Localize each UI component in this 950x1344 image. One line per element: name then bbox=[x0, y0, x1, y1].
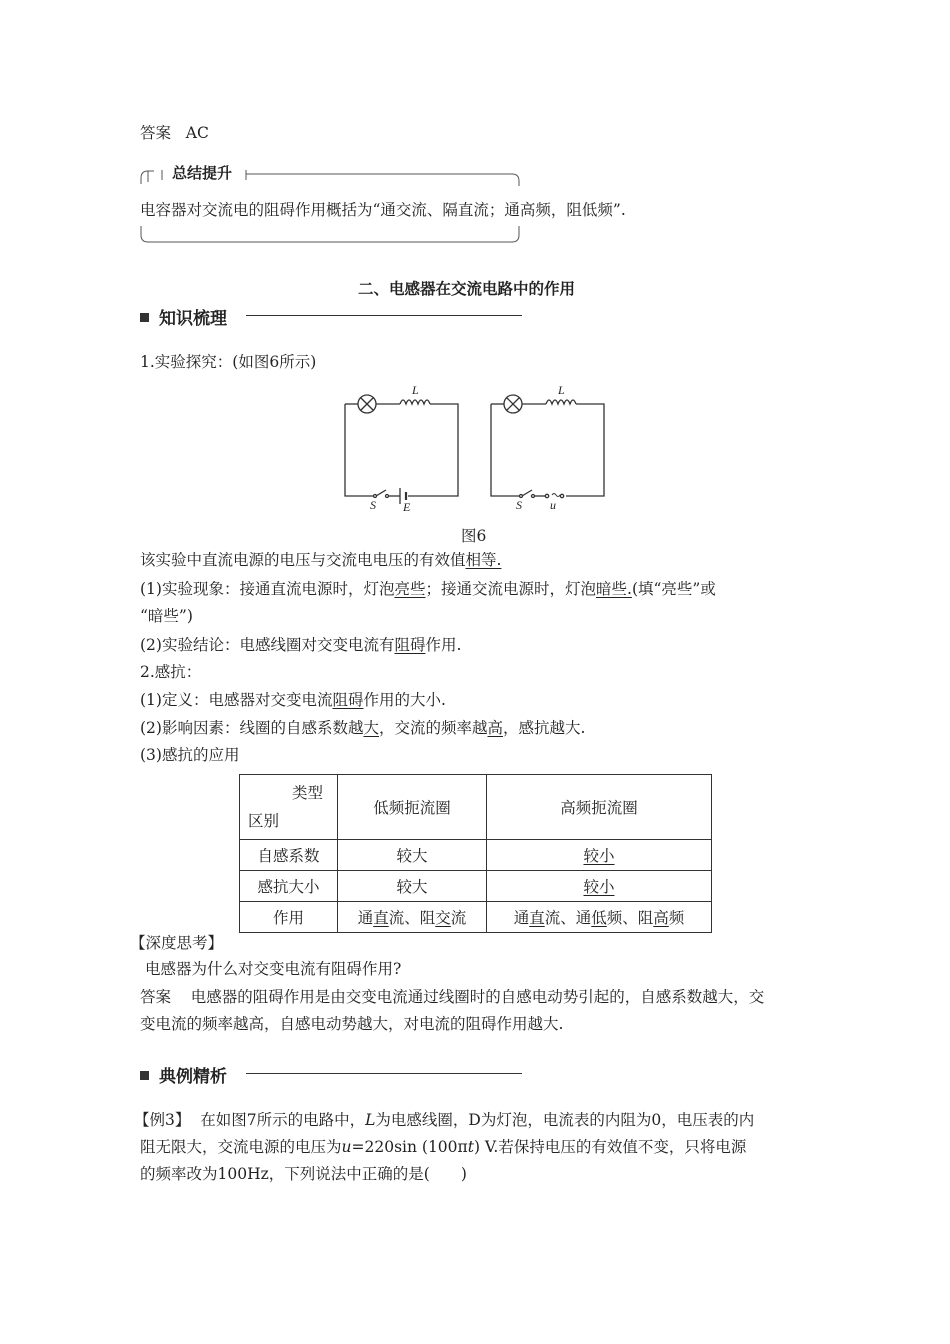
conclusion-text-1: (2)实验结论：电感线圈对交变电流有 bbox=[140, 636, 395, 654]
phenomenon-text-2: ；接通交流电源时，灯泡 bbox=[425, 580, 596, 598]
experiment-line-answer: 相等. bbox=[465, 551, 502, 569]
summary-box bbox=[140, 164, 626, 242]
inductor-table bbox=[239, 774, 712, 933]
table-header-col2: 高频扼流圈 bbox=[487, 775, 712, 840]
phenomenon-answer-1: 亮些 bbox=[394, 580, 426, 598]
deep-thinking-question: 电感器为什么对交变电流有阻碍作用? bbox=[145, 960, 402, 978]
factor-answer-1: 大 bbox=[363, 719, 379, 737]
table-text: 流、阻 bbox=[388, 909, 436, 927]
table-cell-answer: 较小 bbox=[583, 878, 615, 896]
right-inductor-label: L bbox=[558, 383, 565, 397]
deep-answer-text-1: 电感器的阻碍作用是由交变电流通过线圈时的自感电动势引起的，自感系数越大，交 bbox=[190, 988, 765, 1006]
phenomenon-answer-2: 暗些. bbox=[596, 580, 632, 598]
table-cell-answer: 直 bbox=[373, 909, 389, 927]
answer-label: 答案 bbox=[140, 124, 172, 142]
square-bullet-icon bbox=[140, 313, 149, 322]
definition-text-2: 作用的大小. bbox=[363, 691, 446, 709]
right-switch-label: S bbox=[516, 498, 522, 512]
factor-text-1: (2)影响因素：线圈的自感系数越 bbox=[140, 719, 364, 737]
example-line1 bbox=[134, 1110, 754, 1130]
definition-line bbox=[140, 690, 446, 710]
example-text: =220sin (100π bbox=[351, 1138, 468, 1156]
deep-thinking-answer-line2: 变电流的频率越高，自感电动势越大，对电流的阻碍作用越大. bbox=[140, 1015, 564, 1033]
application-line: (3)感抗的应用 bbox=[140, 746, 240, 764]
figure-caption: 图6 bbox=[461, 527, 487, 545]
knowledge-header bbox=[140, 304, 227, 329]
example-header-label: 典例精析 bbox=[159, 1067, 227, 1087]
section-title: 二、电感器在交流电路中的作用 bbox=[358, 280, 576, 298]
table-text: 频 bbox=[668, 909, 685, 927]
table-text: 通 bbox=[513, 909, 530, 927]
factor-text-2: ，交流的频率越 bbox=[378, 719, 488, 737]
example-text: 阻无限大，交流电源的电压为 bbox=[140, 1138, 342, 1156]
table-cell bbox=[487, 902, 712, 933]
table-text: 通 bbox=[357, 909, 374, 927]
definition-text-1: (1)定义：电感器对交变电流 bbox=[140, 691, 333, 709]
table-cell bbox=[487, 871, 712, 902]
right-source-label: u bbox=[550, 498, 556, 512]
factor-answer-2: 高 bbox=[487, 719, 504, 737]
answer-value: AC bbox=[185, 124, 209, 142]
example-var-L: L bbox=[365, 1111, 376, 1129]
table-text: 频、阻 bbox=[606, 909, 654, 927]
experiment-line-text: 该实验中直流电源的电压与交流电电压的有效值 bbox=[140, 551, 466, 569]
example-text: ) V.若保持电压的有效值不变，只将电源 bbox=[473, 1138, 747, 1156]
factor-text-3: ，感抗越大. bbox=[503, 719, 586, 737]
table-header-row bbox=[240, 775, 712, 840]
table-text: 流 bbox=[450, 909, 467, 927]
table-row bbox=[240, 871, 712, 902]
phenomenon-line-2: “暗些”) bbox=[140, 607, 193, 625]
example-text: 在如图7所示的电路中， bbox=[200, 1111, 366, 1129]
table-row-label: 作用 bbox=[240, 902, 338, 933]
table-row-label: 感抗大小 bbox=[240, 871, 338, 902]
table-row-label: 自感系数 bbox=[240, 840, 338, 871]
table-corner-cell bbox=[240, 775, 338, 840]
definition-answer: 阻碍 bbox=[332, 691, 364, 709]
conclusion-answer: 阻碍 bbox=[394, 636, 426, 654]
table-header-col1: 低频扼流圈 bbox=[338, 775, 487, 840]
summary-title: 总结提升 bbox=[172, 164, 233, 182]
example-var-t: t bbox=[467, 1138, 474, 1156]
example-line3: 的频率改为100Hz，下列说法中正确的是( ) bbox=[140, 1165, 467, 1183]
table-cell bbox=[487, 840, 712, 871]
conclusion-text-2: 作用. bbox=[425, 636, 462, 654]
example-tag: 【例3】 bbox=[134, 1111, 191, 1129]
item2-title: 2.感抗： bbox=[140, 663, 202, 681]
factor-line bbox=[140, 718, 585, 738]
summary-text: 电容器对交流电的阻碍作用概括为“通交流、隔直流；通高频，阻低频”. bbox=[140, 201, 626, 219]
example-header bbox=[140, 1062, 227, 1087]
square-bullet-icon bbox=[140, 1071, 149, 1080]
phenomenon-line bbox=[140, 579, 716, 599]
example-text: 为电感线圈，D为灯泡，电流表的内阻为0，电压表的内 bbox=[375, 1111, 755, 1129]
table-cell-answer: 低 bbox=[591, 909, 607, 927]
deep-answer-label: 答案 bbox=[140, 988, 172, 1006]
deep-thinking-answer-line1 bbox=[140, 987, 764, 1007]
experiment-line bbox=[140, 550, 501, 570]
header-rule bbox=[246, 1073, 522, 1074]
table-row bbox=[240, 840, 712, 871]
table-cell: 较大 bbox=[338, 840, 487, 871]
table-text: 流、通 bbox=[544, 909, 592, 927]
corner-bottom-label: 区别 bbox=[248, 812, 280, 830]
example-var-u: u bbox=[341, 1138, 352, 1156]
example-line2 bbox=[140, 1137, 746, 1157]
knowledge-header-label: 知识梳理 bbox=[159, 309, 227, 329]
left-inductor-label: L bbox=[412, 383, 419, 397]
answer-line bbox=[140, 123, 209, 143]
conclusion-line bbox=[140, 635, 461, 655]
table-cell-answer: 交 bbox=[435, 909, 451, 927]
table-row bbox=[240, 902, 712, 933]
phenomenon-text-1: (1)实验现象：接通直流电源时，灯泡 bbox=[140, 580, 395, 598]
figure-6-circuits bbox=[340, 382, 610, 514]
header-rule bbox=[246, 315, 522, 316]
table-cell: 较大 bbox=[338, 871, 487, 902]
left-switch-label: S bbox=[370, 498, 376, 512]
deep-thinking-title: 【深度思考】 bbox=[130, 934, 224, 952]
table-cell bbox=[338, 902, 487, 933]
table-cell-answer: 直 bbox=[529, 909, 545, 927]
table-cell-answer: 高 bbox=[653, 909, 669, 927]
item1-text: 1.实验探究：(如图6所示) bbox=[140, 353, 317, 371]
left-source-label: E bbox=[403, 500, 411, 514]
table-cell-answer: 较小 bbox=[583, 847, 615, 865]
corner-top-label: 类型 bbox=[291, 784, 323, 802]
phenomenon-text-3: (填“亮些”或 bbox=[631, 580, 716, 598]
